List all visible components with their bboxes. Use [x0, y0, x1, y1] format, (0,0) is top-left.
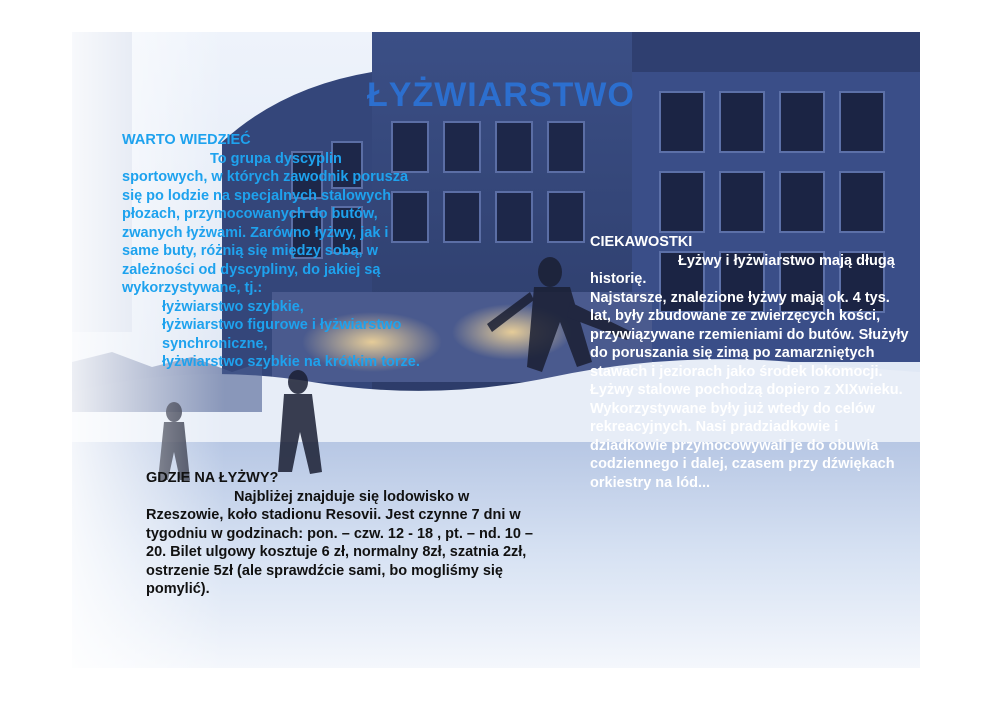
ciekawostki-text-2: Najstarsze, znalezione łyżwy mają ok. 4 tys. lat, były zbudowane ze zwierzęcych kości, przywiązywane rzemieniami do butów. Służyły do poruszania się zimą po zamarzniętych stawach i jeziorach jako środek lokomocji. — [590, 289, 909, 380]
warto-text: To grupa dyscyplin sportowych, w których zawodnik porusza się po lodzie na specjalnych stalowych płozach, przymocowanych do butów, zwanych łyżwami. Zarówno łyżwy, jak i same buty, różnią się między sobą, w zależności od dyscypliny, do jakiej są wykorzystywane, tj.: — [122, 150, 409, 296]
ciekawostki-section — [590, 233, 910, 492]
ciekawostki-text-1: Łyżwy i łyżwiarstwo mają długą historię. — [590, 252, 895, 287]
gdzie-text: Najbliżej znajduje się lodowisko w Rzeszowie, koło stadionu Resovii. Jest czynne 7 dni w tygodniu w godzinach: pon. – czw. 12 - 18 , pt. – nd. 10 – 20. Bilet ulgowy kosztuje 6 zł, normalny 8zł, szatnia 2zł, ostrzenie 5zł (ale sprawdźcie sami, bo mogliśmy się pomylić). — [146, 488, 533, 597]
gdzie-section — [146, 469, 536, 599]
poster-page — [72, 32, 920, 668]
warto-wiedziec-section — [122, 131, 422, 372]
gdzie-heading: GDZIE NA ŁYŻWY? — [146, 470, 279, 486]
ciekawostki-text-3: Łyżwy stalowe pochodzą dopiero z XIXwieku. Wykorzystywane były już wtedy do celów rekreacyjnych. Nasi pradziadkowie i dziadkowie przymocowywali je do obuwia codziennego i dalej, czasem przy dźwiękach orkiestry na lód... — [590, 382, 903, 491]
list-item: łyżwiarstwo figurowe i łyżwiarstwo synchroniczne, — [162, 317, 402, 352]
ciekawostki-heading: CIEKAWOSTKI — [590, 234, 693, 250]
page-title: ŁYŻWIARSTWO — [367, 76, 635, 114]
warto-heading: WARTO WIEDZIEĆ — [122, 132, 251, 148]
discipline-list — [122, 298, 422, 372]
list-item: łyżwiarstwo szybkie, — [162, 298, 304, 315]
list-item: łyżwiarstwo szybkie na krótkim torze. — [162, 354, 420, 370]
